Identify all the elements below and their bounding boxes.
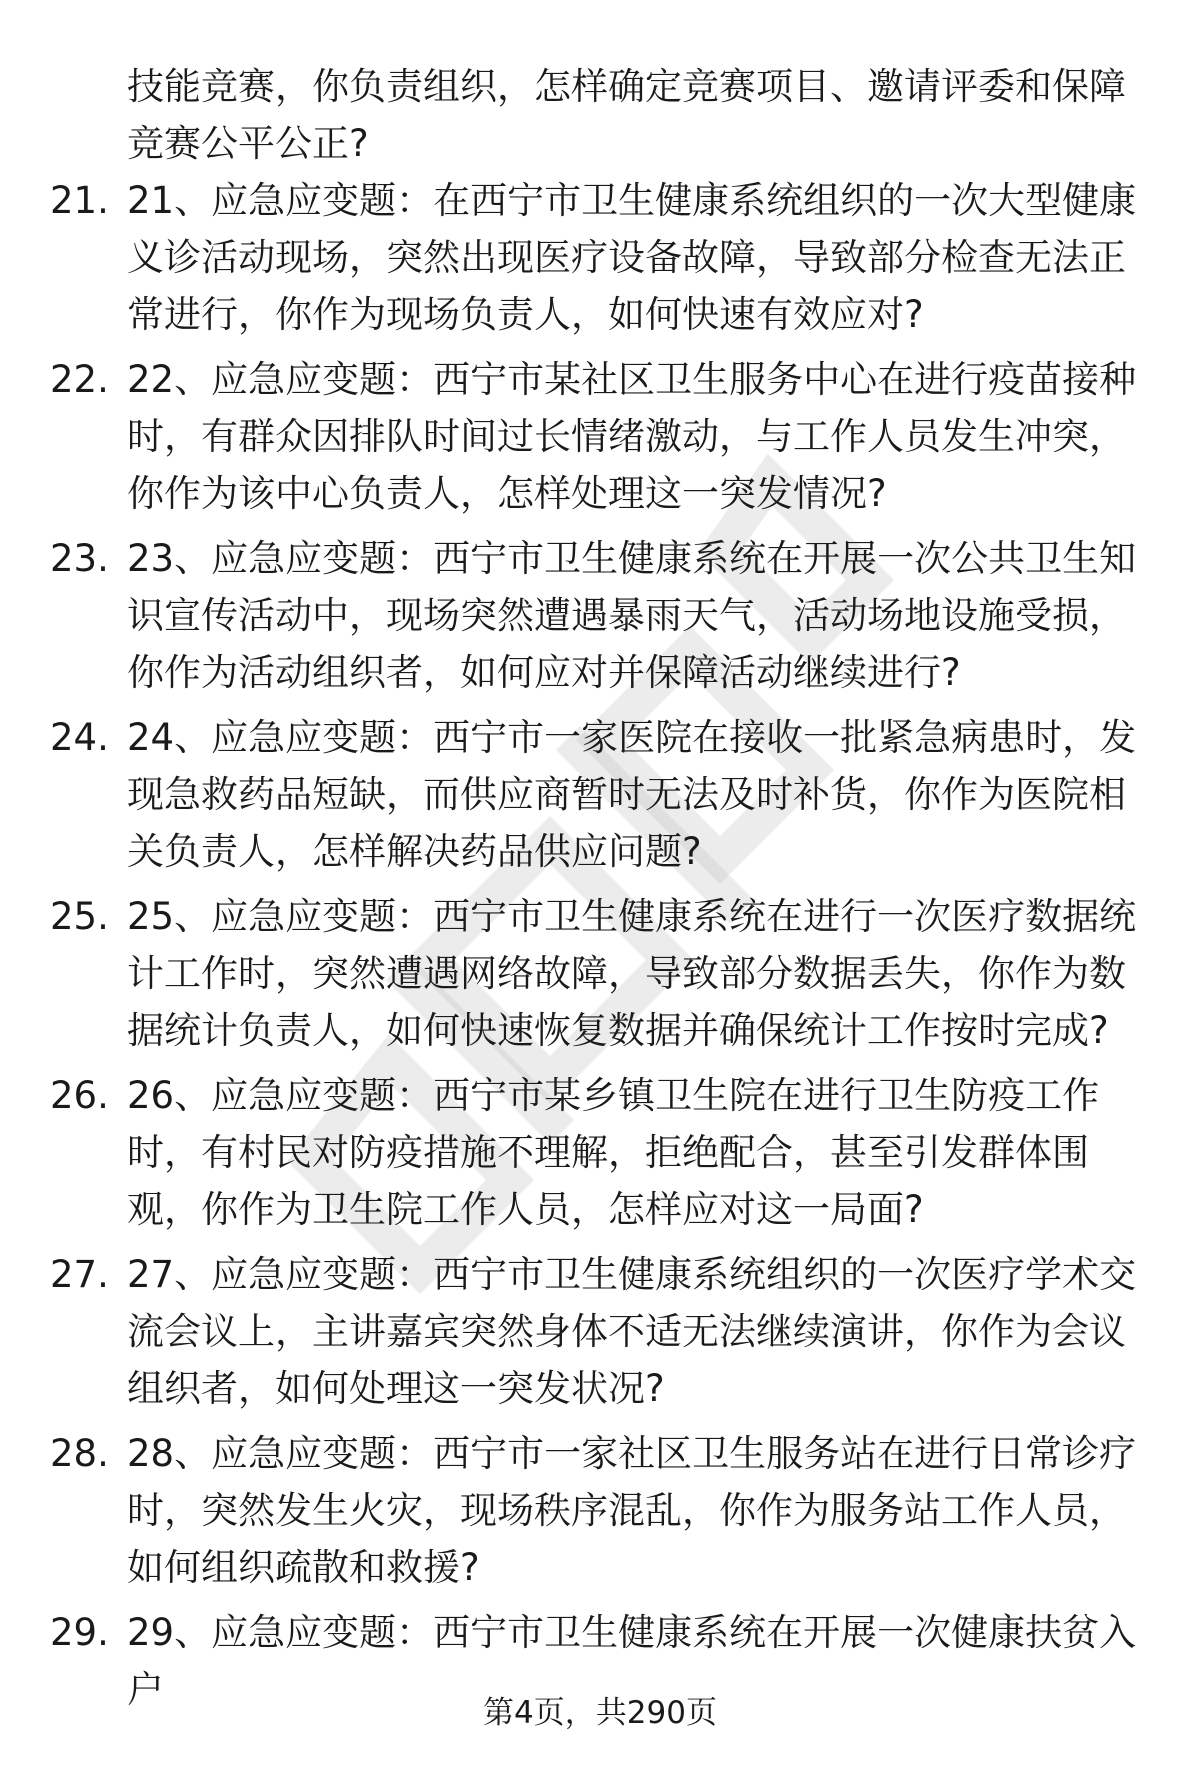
list-item xyxy=(0,1067,1200,1246)
item-text: 21、应急应变题：在西宁市卫生健康系统组织的一次大型健康义诊活动现场，突然出现医疗设备故障，导致部分检查无法正常进行，你作为现场负责人，如何快速有效应对? xyxy=(127,179,1137,336)
list-item xyxy=(0,888,1200,1067)
list-item xyxy=(0,709,1200,888)
item-number: 29. xyxy=(50,1611,109,1654)
list-item xyxy=(0,172,1200,351)
list-item xyxy=(0,1246,1200,1425)
item-number: 21. xyxy=(50,179,109,222)
continuation-text: 技能竞赛，你负责组织，怎样确定竞赛项目、邀请评委和保障竞赛公平公正? xyxy=(127,65,1126,165)
list-item xyxy=(0,351,1200,530)
item-number: 26. xyxy=(50,1074,109,1117)
item-text: 29、应急应变题：西宁市卫生健康系统在开展一次健康扶贫入户 xyxy=(127,1611,1137,1711)
item-number: 25. xyxy=(50,895,109,938)
list-item xyxy=(0,1425,1200,1604)
item-text: 22、应急应变题：西宁市某社区卫生服务中心在进行疫苗接种时，有群众因排队时间过长情绪激动，与工作人员发生冲突，你作为该中心负责人，怎样处理这一突发情况? xyxy=(127,358,1137,515)
item-number: 28. xyxy=(50,1432,109,1475)
item-text: 24、应急应变题：西宁市一家医院在接收一批紧急病患时，发现急救药品短缺，而供应商暂时无法及时补货，你作为医院相关负责人，怎样解决药品供应问题? xyxy=(127,716,1137,873)
item-text: 23、应急应变题：西宁市卫生健康系统在开展一次公共卫生知识宣传活动中，现场突然遭遇暴雨天气，活动场地设施受损，你作为活动组织者，如何应对并保障活动继续进行? xyxy=(127,537,1137,694)
item-number: 27. xyxy=(50,1253,109,1296)
list-item xyxy=(0,530,1200,709)
item-number: 24. xyxy=(50,716,109,759)
question-list xyxy=(0,172,1200,1783)
item-text: 28、应急应变题：西宁市一家社区卫生服务站在进行日常诊疗时，突然发生火灾，现场秩序混乱，你作为服务站工作人员，如何组织疏散和救援? xyxy=(127,1432,1137,1589)
item-text: 25、应急应变题：西宁市卫生健康系统在进行一次医疗数据统计工作时，突然遭遇网络故障，导致部分数据丢失，你作为数据统计负责人，如何快速恢复数据并确保统计工作按时完成? xyxy=(127,895,1137,1052)
item-text: 26、应急应变题：西宁市某乡镇卫生院在进行卫生防疫工作时，有村民对防疫措施不理解，拒绝配合，甚至引发群体围观，你作为卫生院工作人员，怎样应对这一局面? xyxy=(127,1074,1100,1231)
item-text: 27、应急应变题：西宁市卫生健康系统组织的一次医疗学术交流会议上，主讲嘉宾突然身体不适无法继续演讲，你作为会议组织者，如何处理这一突发状况? xyxy=(127,1253,1137,1410)
page-footer: 第4页，共290页 xyxy=(483,1695,717,1731)
item-number: 22. xyxy=(50,358,109,401)
item-number: 23. xyxy=(50,537,109,580)
